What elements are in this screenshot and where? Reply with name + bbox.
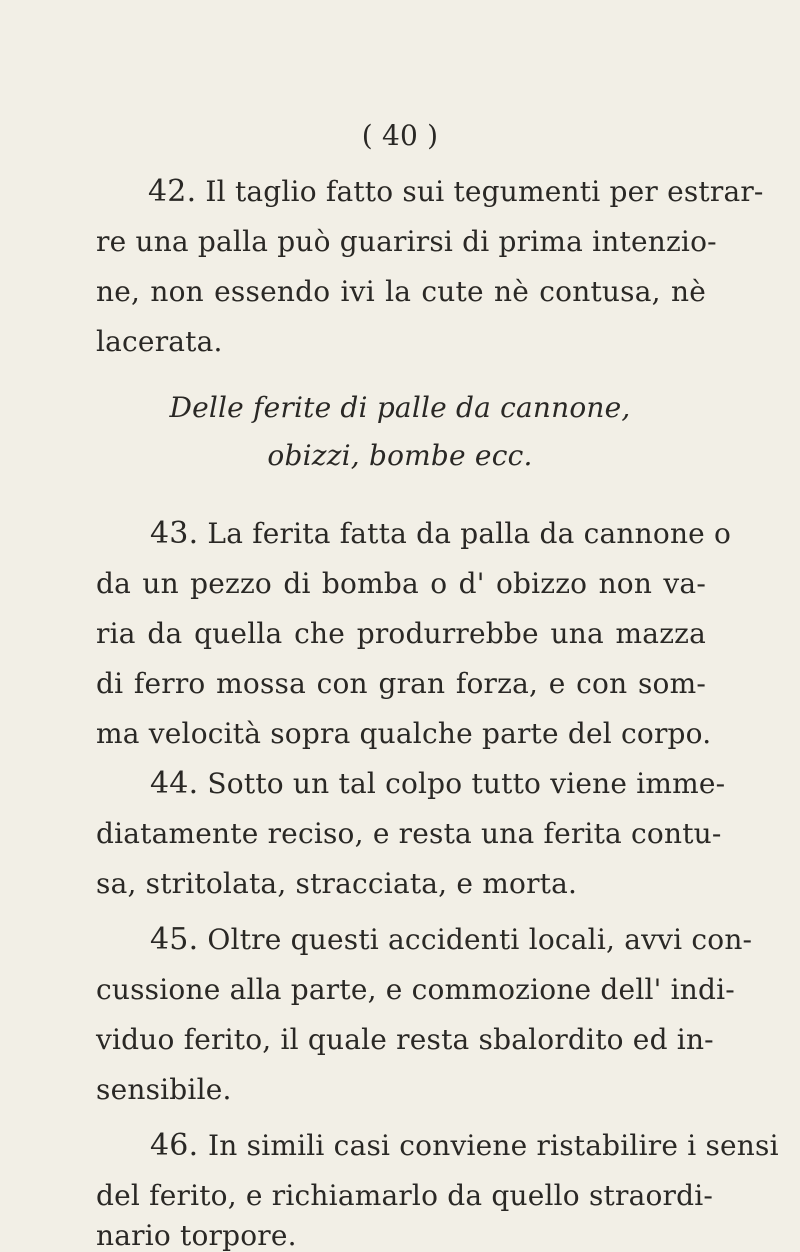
text-line: sa, stritolata, stracciata, e morta. bbox=[96, 867, 578, 900]
text-line: sensibile. bbox=[96, 1073, 232, 1106]
paragraph-number: 42. bbox=[148, 174, 197, 209]
text-line: da un pezzo di bomba o d' obizzo non va- bbox=[96, 567, 706, 600]
text-line: Oltre questi accidenti locali, avvi con- bbox=[207, 923, 753, 956]
text-line: ne, non essendo ivi la cute nè contusa, nè bbox=[96, 275, 706, 308]
paragraph-first-line bbox=[148, 174, 764, 209]
text-line: lacerata. bbox=[96, 325, 223, 358]
text-line: re una palla può guarirsi di prima intenzio- bbox=[96, 225, 717, 258]
text-line: cussione alla parte, e commozione dell' indi- bbox=[96, 973, 735, 1006]
paragraph-number: 44. bbox=[150, 766, 199, 801]
page-header: ( 40 ) bbox=[361, 119, 439, 152]
text-line: La ferita fatta da palla da cannone o bbox=[207, 517, 732, 550]
text-line: Il taglio fatto sui tegumenti per estrar- bbox=[205, 175, 764, 208]
section-title-line-1: Delle ferite di palle da cannone, bbox=[169, 391, 631, 424]
paragraph-number: 43. bbox=[150, 516, 199, 551]
text-line: diatamente reciso, e resta una ferita contu- bbox=[96, 817, 722, 850]
text-line: Sotto un tal colpo tutto viene imme- bbox=[207, 767, 726, 800]
paragraph-first-line bbox=[150, 1128, 779, 1163]
text-line: ma velocità sopra qualche parte del corpo. bbox=[96, 717, 712, 750]
paragraph-first-line bbox=[150, 516, 732, 551]
text-line: nario torpore. bbox=[96, 1219, 297, 1252]
text-line: del ferito, e richiamarlo da quello straordi- bbox=[96, 1179, 714, 1212]
text-line: di ferro mossa con gran forza, e con som- bbox=[96, 667, 706, 700]
paragraph-number: 46. bbox=[150, 1128, 209, 1163]
paragraph-first-line bbox=[150, 766, 726, 801]
text-line: viduo ferito, il quale resta sbalordito ed in- bbox=[96, 1023, 714, 1056]
text-line: In simili casi conviene ristabilire i sensi bbox=[208, 1129, 779, 1162]
paragraph-number: 45. bbox=[150, 922, 199, 957]
text-line: ria da quella che produrrebbe una mazza bbox=[96, 617, 706, 650]
paragraph-first-line bbox=[150, 922, 753, 957]
section-title-line-2: obizzi, bombe ecc. bbox=[267, 439, 533, 472]
